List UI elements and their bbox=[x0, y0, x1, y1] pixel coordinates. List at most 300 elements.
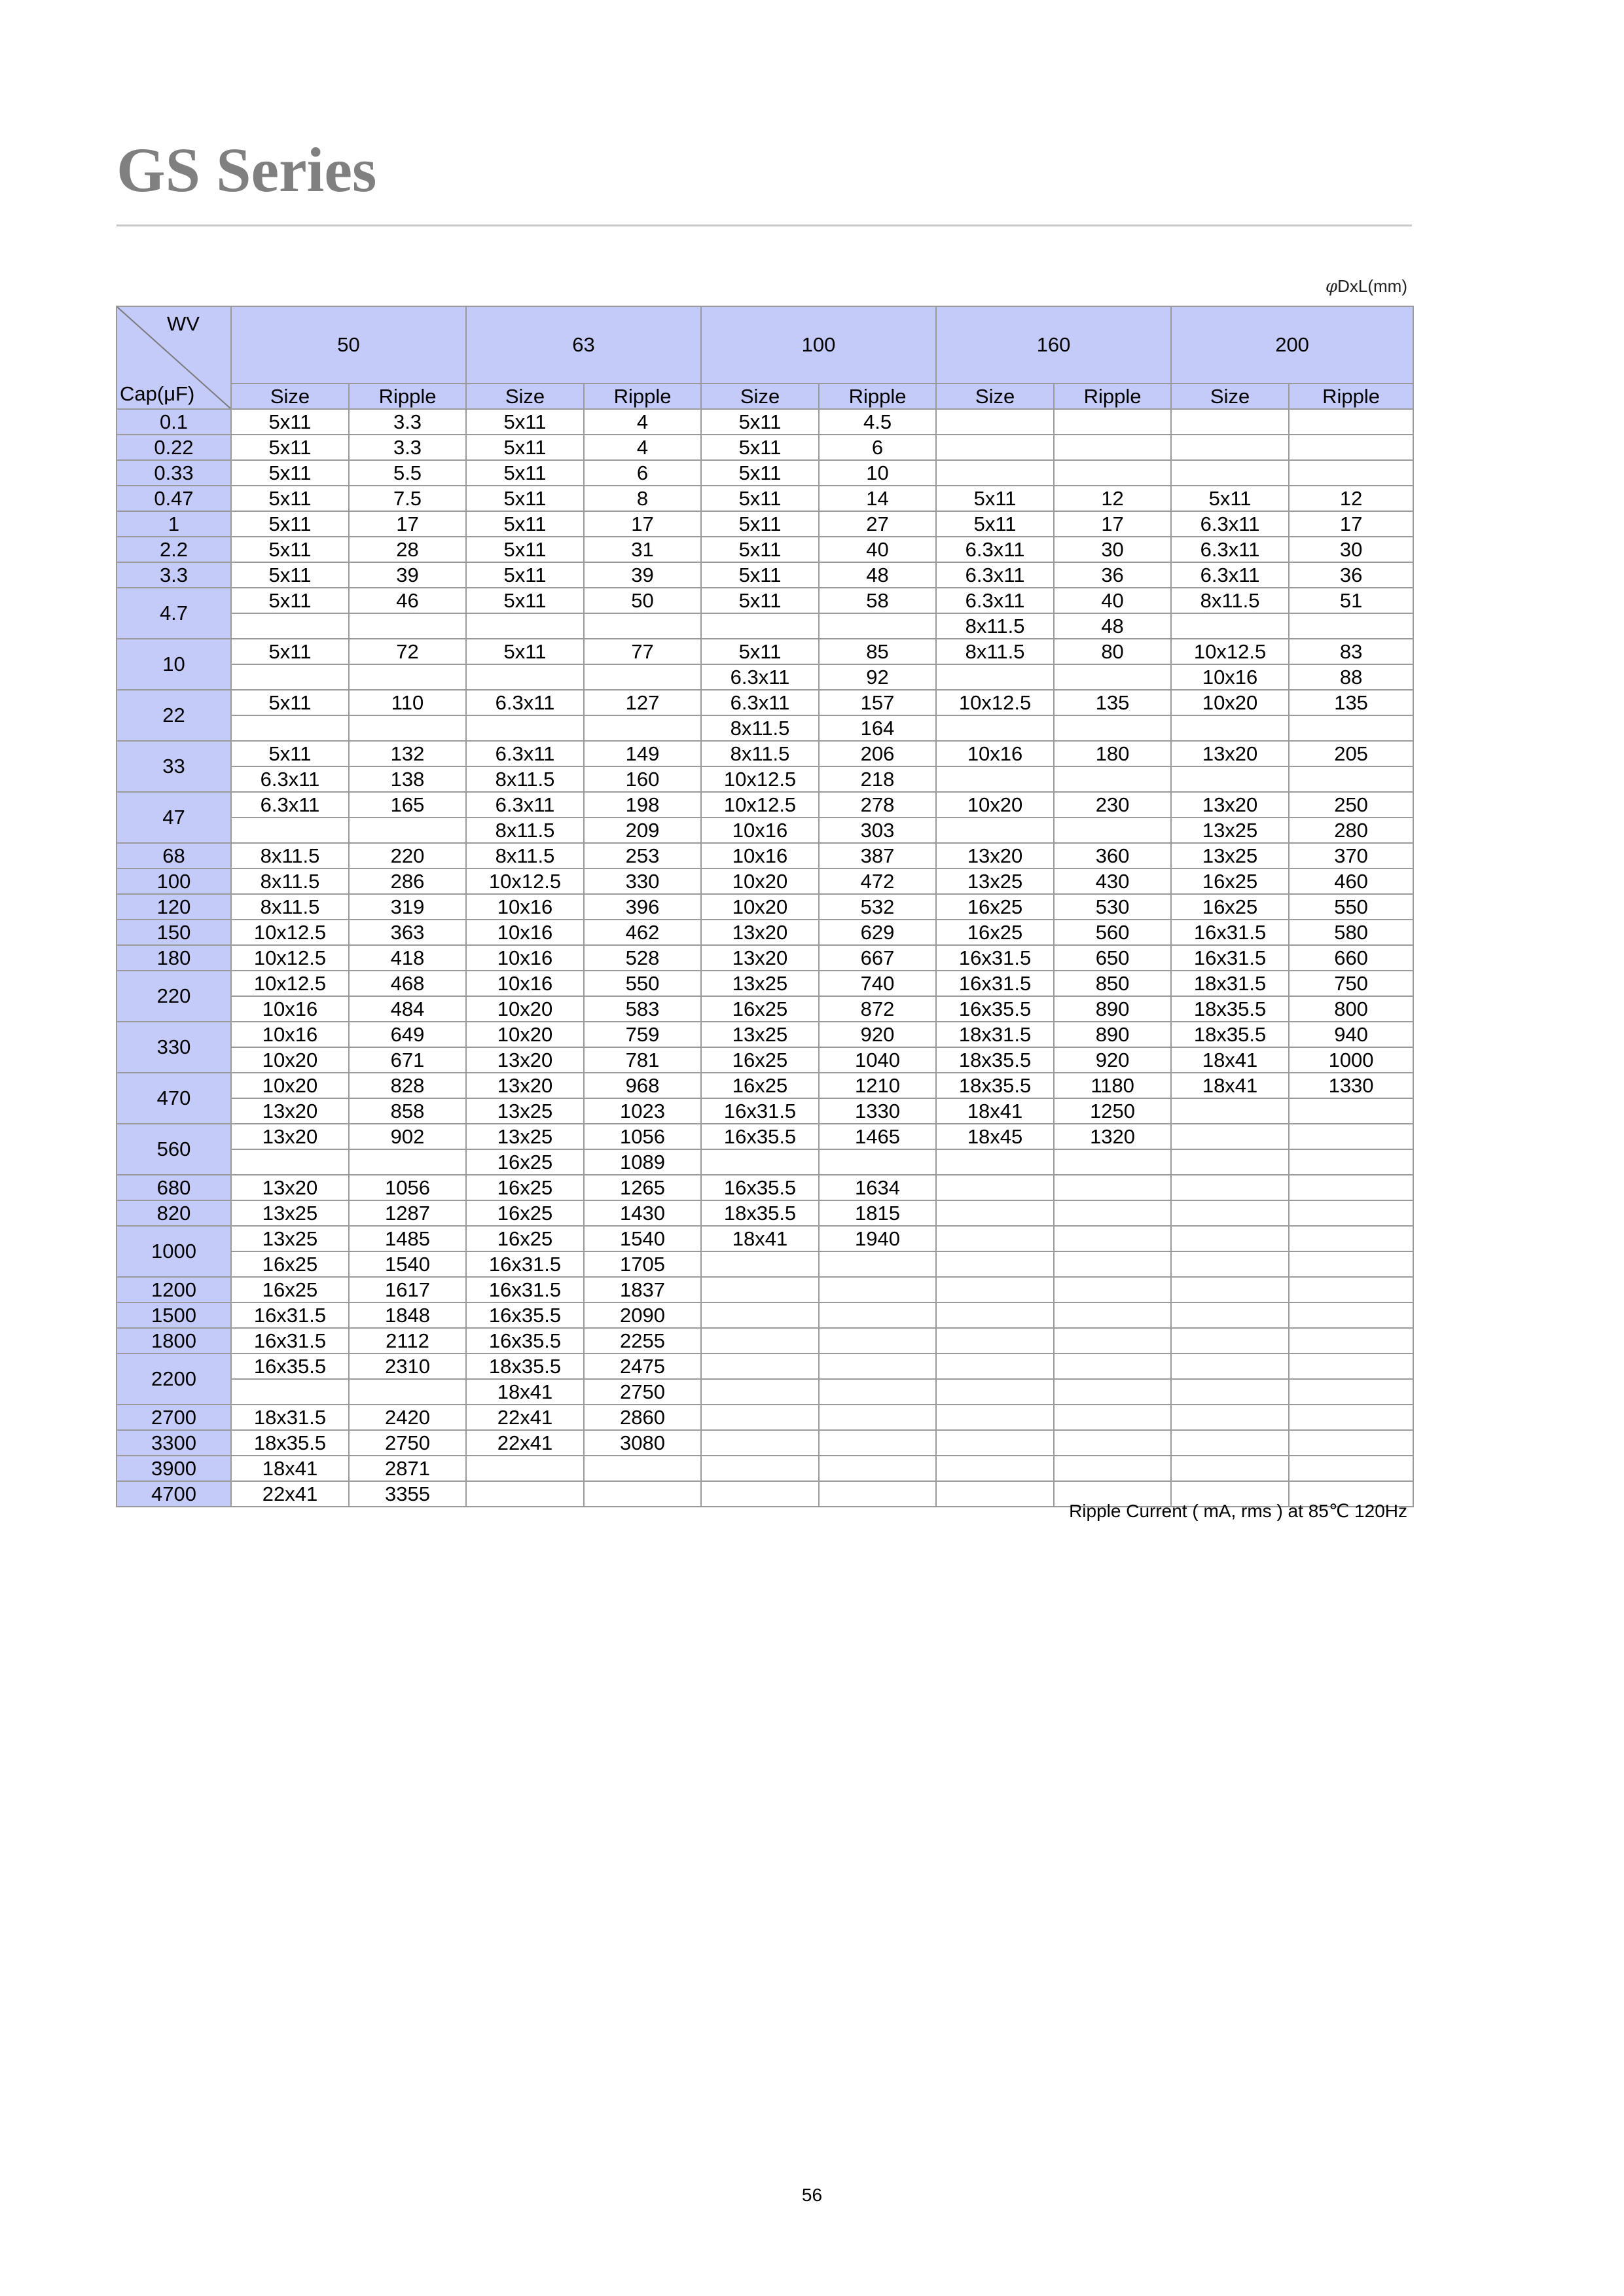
ripple-cell bbox=[1289, 1405, 1413, 1430]
ripple-cell: 629 bbox=[819, 920, 936, 945]
wv-label: WV bbox=[167, 312, 200, 335]
ripple-cell: 77 bbox=[584, 639, 701, 664]
voltage-header: 63 bbox=[466, 306, 701, 384]
size-cell: 18x31.5 bbox=[231, 1405, 349, 1430]
ripple-cell: 1940 bbox=[819, 1226, 936, 1251]
ripple-cell: 580 bbox=[1289, 920, 1413, 945]
ripple-cell: 164 bbox=[819, 715, 936, 741]
ripple-cell bbox=[819, 1149, 936, 1175]
ripple-cell bbox=[1289, 613, 1413, 639]
ripple-cell: 1023 bbox=[584, 1098, 701, 1124]
size-cell bbox=[1171, 1328, 1289, 1354]
ripple-cell: 83 bbox=[1289, 639, 1413, 664]
ripple-cell: 650 bbox=[1054, 945, 1171, 971]
ripple-cell: 1617 bbox=[349, 1277, 466, 1302]
size-cell: 5x11 bbox=[466, 588, 584, 613]
table-row bbox=[117, 1328, 1413, 1354]
ripple-cell: 1056 bbox=[349, 1175, 466, 1200]
ripple-cell: 30 bbox=[1054, 537, 1171, 562]
ripple-cell: 6 bbox=[584, 460, 701, 486]
capacitance-cell: 2200 bbox=[117, 1354, 231, 1405]
ripple-cell: 468 bbox=[349, 971, 466, 996]
size-cell: 5x11 bbox=[231, 690, 349, 715]
size-cell: 16x31.5 bbox=[936, 945, 1054, 971]
voltage-header: 100 bbox=[701, 306, 936, 384]
table-row bbox=[117, 537, 1413, 562]
size-cell: 13x20 bbox=[936, 843, 1054, 869]
spec-table bbox=[116, 306, 1414, 1507]
size-cell: 10x12.5 bbox=[1171, 639, 1289, 664]
size-cell bbox=[936, 766, 1054, 792]
size-column-header: Size bbox=[466, 384, 584, 409]
ripple-cell: 3.3 bbox=[349, 409, 466, 435]
ripple-cell bbox=[1054, 1251, 1171, 1277]
ripple-cell: 135 bbox=[1054, 690, 1171, 715]
ripple-cell bbox=[1054, 664, 1171, 690]
ripple-cell: 149 bbox=[584, 741, 701, 766]
size-cell bbox=[936, 817, 1054, 843]
ripple-cell: 550 bbox=[1289, 894, 1413, 920]
size-cell: 13x25 bbox=[701, 971, 819, 996]
ripple-cell bbox=[1054, 1328, 1171, 1354]
ripple-cell bbox=[1289, 1302, 1413, 1328]
size-cell: 5x11 bbox=[231, 409, 349, 435]
size-cell: 16x31.5 bbox=[231, 1328, 349, 1354]
size-cell: 10x12.5 bbox=[466, 869, 584, 894]
size-cell: 10x16 bbox=[466, 971, 584, 996]
ripple-cell: 1040 bbox=[819, 1047, 936, 1073]
size-cell: 16x35.5 bbox=[231, 1354, 349, 1379]
size-cell: 18x41 bbox=[1171, 1073, 1289, 1098]
ripple-cell bbox=[584, 1456, 701, 1481]
ripple-cell: 88 bbox=[1289, 664, 1413, 690]
ripple-cell bbox=[1289, 715, 1413, 741]
size-cell: 5x11 bbox=[701, 639, 819, 664]
size-cell: 18x41 bbox=[231, 1456, 349, 1481]
ripple-cell bbox=[1054, 1149, 1171, 1175]
ripple-cell: 3080 bbox=[584, 1430, 701, 1456]
ripple-cell: 17 bbox=[584, 511, 701, 537]
size-cell bbox=[1171, 1149, 1289, 1175]
table-row bbox=[117, 1073, 1413, 1098]
capacitance-cell: 10 bbox=[117, 639, 231, 690]
ripple-cell: 280 bbox=[1289, 817, 1413, 843]
ripple-cell: 2750 bbox=[349, 1430, 466, 1456]
size-cell: 10x12.5 bbox=[701, 792, 819, 817]
voltage-header: 50 bbox=[231, 306, 466, 384]
size-cell: 10x16 bbox=[701, 843, 819, 869]
size-cell: 18x35.5 bbox=[1171, 996, 1289, 1022]
ripple-cell: 138 bbox=[349, 766, 466, 792]
size-cell bbox=[936, 1379, 1054, 1405]
title-divider bbox=[117, 224, 1412, 226]
ripple-cell: 1320 bbox=[1054, 1124, 1171, 1149]
ripple-cell bbox=[1054, 1456, 1171, 1481]
ripple-cell bbox=[1054, 715, 1171, 741]
size-cell bbox=[1171, 613, 1289, 639]
ripple-cell bbox=[1054, 1277, 1171, 1302]
size-cell: 16x31.5 bbox=[1171, 945, 1289, 971]
ripple-cell: 58 bbox=[819, 588, 936, 613]
size-cell: 13x20 bbox=[1171, 741, 1289, 766]
ripple-cell: 253 bbox=[584, 843, 701, 869]
size-cell bbox=[466, 1456, 584, 1481]
size-cell bbox=[1171, 1456, 1289, 1481]
ripple-cell: 1265 bbox=[584, 1175, 701, 1200]
size-cell: 10x16 bbox=[701, 817, 819, 843]
ripple-cell bbox=[1289, 1328, 1413, 1354]
size-cell: 8x11.5 bbox=[936, 613, 1054, 639]
size-cell: 8x11.5 bbox=[701, 741, 819, 766]
ripple-cell bbox=[819, 1251, 936, 1277]
ripple-cell bbox=[819, 1302, 936, 1328]
size-cell bbox=[1171, 1302, 1289, 1328]
ripple-cell bbox=[349, 715, 466, 741]
ripple-cell: 667 bbox=[819, 945, 936, 971]
table-row bbox=[117, 1098, 1413, 1124]
ripple-cell: 920 bbox=[1054, 1047, 1171, 1073]
size-cell: 5x11 bbox=[466, 460, 584, 486]
voltage-header: 200 bbox=[1171, 306, 1413, 384]
size-cell: 18x41 bbox=[936, 1098, 1054, 1124]
ripple-cell: 3355 bbox=[349, 1481, 466, 1507]
size-cell bbox=[936, 1354, 1054, 1379]
size-cell: 18x35.5 bbox=[231, 1430, 349, 1456]
ripple-cell: 418 bbox=[349, 945, 466, 971]
size-cell bbox=[936, 435, 1054, 460]
size-cell: 8x11.5 bbox=[1171, 588, 1289, 613]
size-cell: 6.3x11 bbox=[936, 588, 1054, 613]
size-cell: 6.3x11 bbox=[231, 766, 349, 792]
size-cell: 13x25 bbox=[1171, 843, 1289, 869]
table-row bbox=[117, 1379, 1413, 1405]
table-row bbox=[117, 1277, 1413, 1302]
size-cell: 5x11 bbox=[231, 537, 349, 562]
size-cell bbox=[936, 1251, 1054, 1277]
table-row bbox=[117, 1022, 1413, 1047]
ripple-cell: 5.5 bbox=[349, 460, 466, 486]
ripple-cell: 303 bbox=[819, 817, 936, 843]
ripple-cell: 1485 bbox=[349, 1226, 466, 1251]
ripple-cell bbox=[819, 1328, 936, 1354]
size-cell: 5x11 bbox=[231, 588, 349, 613]
table-row bbox=[117, 1226, 1413, 1251]
capacitance-cell: 1 bbox=[117, 511, 231, 537]
ripple-cell: 85 bbox=[819, 639, 936, 664]
size-cell: 16x25 bbox=[701, 996, 819, 1022]
size-cell: 10x16 bbox=[466, 894, 584, 920]
size-column-header: Size bbox=[701, 384, 819, 409]
size-cell: 13x25 bbox=[466, 1124, 584, 1149]
ripple-cell: 80 bbox=[1054, 639, 1171, 664]
size-cell bbox=[231, 1379, 349, 1405]
ripple-cell: 1705 bbox=[584, 1251, 701, 1277]
size-cell bbox=[936, 715, 1054, 741]
ripple-cell: 180 bbox=[1054, 741, 1171, 766]
size-cell: 10x20 bbox=[466, 996, 584, 1022]
size-cell: 18x31.5 bbox=[1171, 971, 1289, 996]
capacitance-cell: 330 bbox=[117, 1022, 231, 1073]
size-cell: 5x11 bbox=[701, 409, 819, 435]
size-cell: 16x35.5 bbox=[466, 1328, 584, 1354]
voltage-header: 160 bbox=[936, 306, 1171, 384]
table-row bbox=[117, 1405, 1413, 1430]
capacitance-cell: 47 bbox=[117, 792, 231, 843]
ripple-cell: 14 bbox=[819, 486, 936, 511]
size-cell: 18x41 bbox=[701, 1226, 819, 1251]
ripple-cell bbox=[1289, 766, 1413, 792]
ripple-cell: 12 bbox=[1054, 486, 1171, 511]
ripple-cell: 1837 bbox=[584, 1277, 701, 1302]
ripple-cell: 220 bbox=[349, 843, 466, 869]
ripple-cell: 8 bbox=[584, 486, 701, 511]
size-cell: 5x11 bbox=[466, 537, 584, 562]
ripple-cell bbox=[1289, 1379, 1413, 1405]
table-row bbox=[117, 1354, 1413, 1379]
ripple-cell: 286 bbox=[349, 869, 466, 894]
ripple-cell: 396 bbox=[584, 894, 701, 920]
size-cell bbox=[936, 1277, 1054, 1302]
size-cell bbox=[1171, 1226, 1289, 1251]
size-cell: 10x12.5 bbox=[231, 920, 349, 945]
size-cell: 13x20 bbox=[231, 1175, 349, 1200]
size-cell bbox=[1171, 460, 1289, 486]
size-cell: 5x11 bbox=[466, 639, 584, 664]
ripple-cell bbox=[1054, 1405, 1171, 1430]
table-row bbox=[117, 1200, 1413, 1226]
size-cell: 16x31.5 bbox=[701, 1098, 819, 1124]
capacitance-cell: 0.22 bbox=[117, 435, 231, 460]
ripple-cell bbox=[819, 1277, 936, 1302]
size-cell bbox=[936, 1149, 1054, 1175]
ripple-cell: 12 bbox=[1289, 486, 1413, 511]
size-cell: 16x25 bbox=[231, 1277, 349, 1302]
ripple-cell: 28 bbox=[349, 537, 466, 562]
size-cell bbox=[936, 1405, 1054, 1430]
table-row bbox=[117, 486, 1413, 511]
ripple-cell: 2871 bbox=[349, 1456, 466, 1481]
capacitance-cell: 150 bbox=[117, 920, 231, 945]
size-cell: 13x25 bbox=[701, 1022, 819, 1047]
ripple-cell: 1815 bbox=[819, 1200, 936, 1226]
ripple-cell: 750 bbox=[1289, 971, 1413, 996]
ripple-column-header: Ripple bbox=[819, 384, 936, 409]
table-row bbox=[117, 920, 1413, 945]
size-cell: 5x11 bbox=[936, 511, 1054, 537]
ripple-cell: 46 bbox=[349, 588, 466, 613]
ripple-cell bbox=[1054, 1354, 1171, 1379]
ripple-cell: 472 bbox=[819, 869, 936, 894]
ripple-cell bbox=[1289, 1277, 1413, 1302]
table-row bbox=[117, 817, 1413, 843]
ripple-cell: 36 bbox=[1289, 562, 1413, 588]
ripple-cell: 2475 bbox=[584, 1354, 701, 1379]
ripple-cell: 858 bbox=[349, 1098, 466, 1124]
size-cell bbox=[466, 613, 584, 639]
ripple-cell: 198 bbox=[584, 792, 701, 817]
ripple-cell: 7.5 bbox=[349, 486, 466, 511]
size-cell: 6.3x11 bbox=[701, 690, 819, 715]
ripple-cell: 135 bbox=[1289, 690, 1413, 715]
size-cell: 5x11 bbox=[701, 537, 819, 562]
size-cell: 5x11 bbox=[701, 460, 819, 486]
size-cell: 13x25 bbox=[936, 869, 1054, 894]
size-cell: 18x41 bbox=[1171, 1047, 1289, 1073]
ripple-cell bbox=[349, 1379, 466, 1405]
ripple-cell bbox=[1054, 409, 1171, 435]
ripple-cell: 872 bbox=[819, 996, 936, 1022]
size-cell: 13x20 bbox=[701, 920, 819, 945]
ripple-cell: 39 bbox=[584, 562, 701, 588]
size-cell: 10x16 bbox=[231, 1022, 349, 1047]
size-cell bbox=[1171, 1379, 1289, 1405]
size-cell: 16x25 bbox=[466, 1200, 584, 1226]
size-cell: 13x25 bbox=[466, 1098, 584, 1124]
ripple-cell bbox=[1289, 1175, 1413, 1200]
ripple-cell: 206 bbox=[819, 741, 936, 766]
size-cell: 13x20 bbox=[231, 1098, 349, 1124]
size-cell: 5x11 bbox=[701, 562, 819, 588]
size-cell: 13x25 bbox=[231, 1226, 349, 1251]
ripple-cell: 36 bbox=[1054, 562, 1171, 588]
ripple-column-header: Ripple bbox=[349, 384, 466, 409]
size-cell: 18x35.5 bbox=[1171, 1022, 1289, 1047]
size-cell: 6.3x11 bbox=[701, 664, 819, 690]
ripple-cell: 40 bbox=[819, 537, 936, 562]
size-cell: 18x31.5 bbox=[936, 1022, 1054, 1047]
ripple-column-header: Ripple bbox=[1054, 384, 1171, 409]
ripple-cell: 4 bbox=[584, 435, 701, 460]
ripple-cell: 363 bbox=[349, 920, 466, 945]
size-cell bbox=[936, 664, 1054, 690]
ripple-cell: 1180 bbox=[1054, 1073, 1171, 1098]
ripple-cell bbox=[1289, 1200, 1413, 1226]
capacitance-cell: 4700 bbox=[117, 1481, 231, 1507]
table-row bbox=[117, 715, 1413, 741]
ripple-cell bbox=[584, 1481, 701, 1507]
table-row bbox=[117, 894, 1413, 920]
ripple-cell: 72 bbox=[349, 639, 466, 664]
size-cell bbox=[1171, 766, 1289, 792]
ripple-cell: 10 bbox=[819, 460, 936, 486]
capacitance-cell: 220 bbox=[117, 971, 231, 1022]
cap-label: Cap(μF) bbox=[120, 382, 195, 405]
size-cell: 10x12.5 bbox=[936, 690, 1054, 715]
ripple-cell: 3.3 bbox=[349, 435, 466, 460]
ripple-cell: 110 bbox=[349, 690, 466, 715]
capacitance-cell: 120 bbox=[117, 894, 231, 920]
ripple-cell bbox=[1289, 460, 1413, 486]
table-row bbox=[117, 1251, 1413, 1277]
size-cell: 8x11.5 bbox=[936, 639, 1054, 664]
table-row bbox=[117, 1047, 1413, 1073]
size-cell: 18x45 bbox=[936, 1124, 1054, 1149]
size-cell: 5x11 bbox=[936, 486, 1054, 511]
ripple-cell: 1465 bbox=[819, 1124, 936, 1149]
size-cell: 18x41 bbox=[466, 1379, 584, 1405]
size-cell bbox=[701, 1251, 819, 1277]
size-cell bbox=[936, 1175, 1054, 1200]
size-cell bbox=[466, 1481, 584, 1507]
ripple-cell: 484 bbox=[349, 996, 466, 1022]
size-cell: 16x31.5 bbox=[231, 1302, 349, 1328]
ripple-cell: 2112 bbox=[349, 1328, 466, 1354]
size-cell: 5x11 bbox=[701, 511, 819, 537]
ripple-cell: 250 bbox=[1289, 792, 1413, 817]
table-row bbox=[117, 690, 1413, 715]
ripple-column-header: Ripple bbox=[1289, 384, 1413, 409]
table-row bbox=[117, 1149, 1413, 1175]
ripple-cell bbox=[819, 1354, 936, 1379]
ripple-cell: 48 bbox=[819, 562, 936, 588]
ripple-cell bbox=[819, 613, 936, 639]
ripple-cell: 1330 bbox=[1289, 1073, 1413, 1098]
size-cell: 13x20 bbox=[466, 1047, 584, 1073]
size-cell: 6.3x11 bbox=[1171, 511, 1289, 537]
size-cell: 5x11 bbox=[701, 486, 819, 511]
size-cell: 10x16 bbox=[936, 741, 1054, 766]
unit-note bbox=[1326, 276, 1407, 296]
size-cell: 16x25 bbox=[701, 1073, 819, 1098]
size-cell bbox=[936, 409, 1054, 435]
size-cell: 16x31.5 bbox=[1171, 920, 1289, 945]
size-cell: 18x35.5 bbox=[701, 1200, 819, 1226]
ripple-cell bbox=[1289, 1226, 1413, 1251]
size-cell: 16x25 bbox=[466, 1149, 584, 1175]
size-cell: 5x11 bbox=[231, 435, 349, 460]
capacitance-cell: 180 bbox=[117, 945, 231, 971]
ripple-cell: 2860 bbox=[584, 1405, 701, 1430]
size-cell bbox=[936, 1481, 1054, 1507]
size-cell: 6.3x11 bbox=[466, 792, 584, 817]
size-column-header: Size bbox=[936, 384, 1054, 409]
ripple-cell bbox=[349, 664, 466, 690]
size-cell: 10x20 bbox=[466, 1022, 584, 1047]
table-row bbox=[117, 588, 1413, 613]
ripple-cell: 387 bbox=[819, 843, 936, 869]
capacitance-cell: 2.2 bbox=[117, 537, 231, 562]
ripple-cell bbox=[819, 1481, 936, 1507]
size-cell: 16x25 bbox=[466, 1175, 584, 1200]
ripple-cell: 2310 bbox=[349, 1354, 466, 1379]
size-cell: 10x16 bbox=[466, 920, 584, 945]
table-row bbox=[117, 511, 1413, 537]
size-cell bbox=[936, 1328, 1054, 1354]
size-cell: 16x31.5 bbox=[466, 1251, 584, 1277]
page-number: 56 bbox=[801, 2185, 823, 2205]
size-cell bbox=[936, 1430, 1054, 1456]
ripple-cell: 51 bbox=[1289, 588, 1413, 613]
ripple-cell: 649 bbox=[349, 1022, 466, 1047]
ripple-cell: 460 bbox=[1289, 869, 1413, 894]
size-cell: 16x25 bbox=[701, 1047, 819, 1073]
ripple-cell: 160 bbox=[584, 766, 701, 792]
size-cell: 5x11 bbox=[466, 562, 584, 588]
size-cell bbox=[231, 613, 349, 639]
size-cell: 6.3x11 bbox=[1171, 562, 1289, 588]
spec-table-body bbox=[117, 409, 1413, 1507]
ripple-cell bbox=[819, 1430, 936, 1456]
ripple-cell: 902 bbox=[349, 1124, 466, 1149]
size-cell bbox=[231, 664, 349, 690]
ripple-cell: 1848 bbox=[349, 1302, 466, 1328]
table-row bbox=[117, 843, 1413, 869]
capacitance-cell: 2700 bbox=[117, 1405, 231, 1430]
capacitance-cell: 3300 bbox=[117, 1430, 231, 1456]
capacitance-cell: 1500 bbox=[117, 1302, 231, 1328]
ripple-cell: 27 bbox=[819, 511, 936, 537]
ripple-cell: 1540 bbox=[584, 1226, 701, 1251]
